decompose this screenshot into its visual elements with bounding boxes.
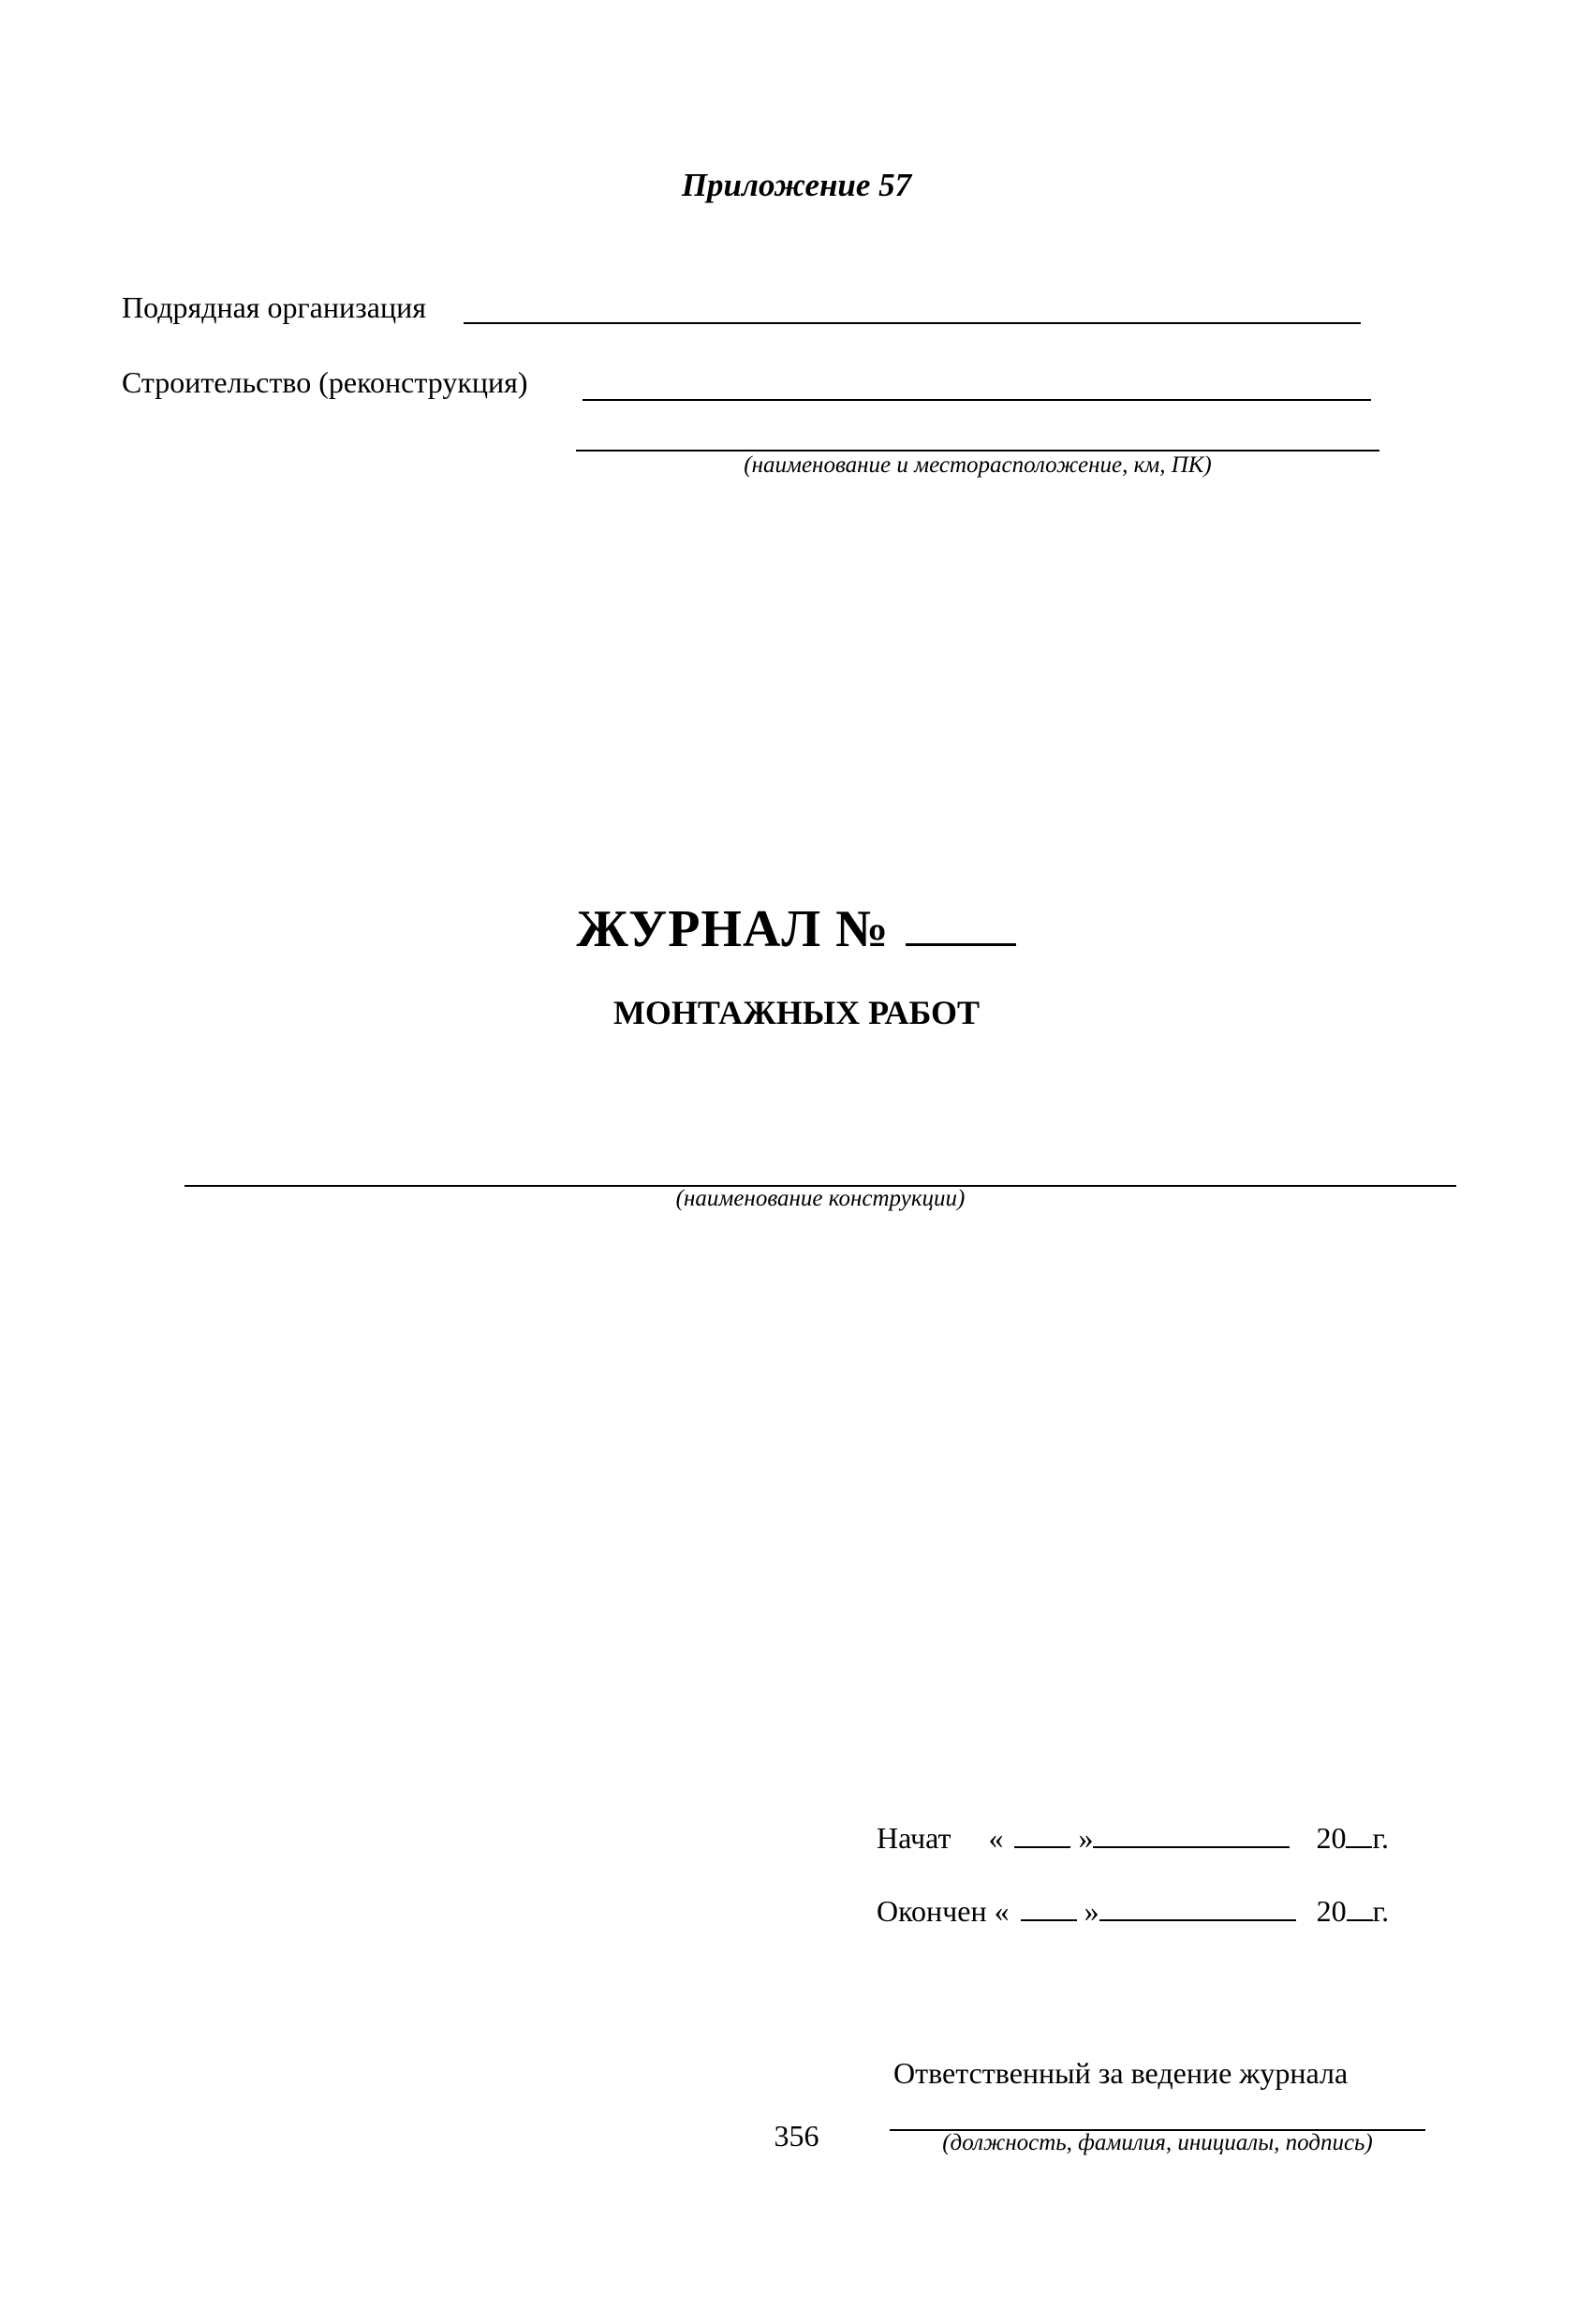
finished-close-quote: » (1084, 1894, 1099, 1928)
started-date-row (877, 1819, 1389, 1857)
started-open-quote: « (988, 1821, 1004, 1855)
finished-year-suffix: г. (1372, 1894, 1390, 1928)
finished-year-prefix: 20 (1316, 1894, 1347, 1928)
finished-day-field[interactable] (1021, 1919, 1077, 1921)
appendix-title: Приложение 57 (681, 167, 912, 203)
construction-label: Строительство (реконструкция) (122, 365, 528, 399)
started-close-quote: » (1078, 1821, 1094, 1855)
finished-year-field[interactable] (1347, 1919, 1373, 1921)
construction-caption: (наименование и месторасположение, км, ПК) (744, 452, 1212, 478)
responsible-label: Ответственный за ведение журнала (893, 2056, 1349, 2090)
journal-number-field[interactable] (906, 943, 1016, 946)
journal-title (0, 899, 1593, 959)
started-label: Начат (877, 1821, 951, 1855)
finished-date-row (877, 1892, 1389, 1930)
finished-label: Окончен (877, 1894, 987, 1928)
page-number: 356 (774, 2119, 819, 2153)
contractor-field[interactable] (464, 322, 1361, 324)
finished-open-quote: « (994, 1894, 1010, 1928)
started-year-prefix: 20 (1316, 1821, 1347, 1855)
started-year-suffix: г. (1372, 1821, 1389, 1855)
started-year-field[interactable] (1346, 1846, 1372, 1848)
responsible-caption: (должность, фамилия, инициалы, подпись) (942, 2130, 1373, 2155)
structure-caption: (наименование конструкции) (675, 1186, 966, 1211)
construction-field[interactable] (583, 399, 1371, 401)
started-day-field[interactable] (1014, 1846, 1070, 1848)
journal-title-text: ЖУРНАЛ № (576, 900, 890, 958)
contractor-label: Подрядная организация (122, 290, 426, 324)
started-month-field[interactable] (1093, 1846, 1290, 1848)
finished-month-field[interactable] (1099, 1919, 1296, 1921)
journal-subtitle: МОНТАЖНЫХ РАБОТ (612, 994, 981, 1031)
